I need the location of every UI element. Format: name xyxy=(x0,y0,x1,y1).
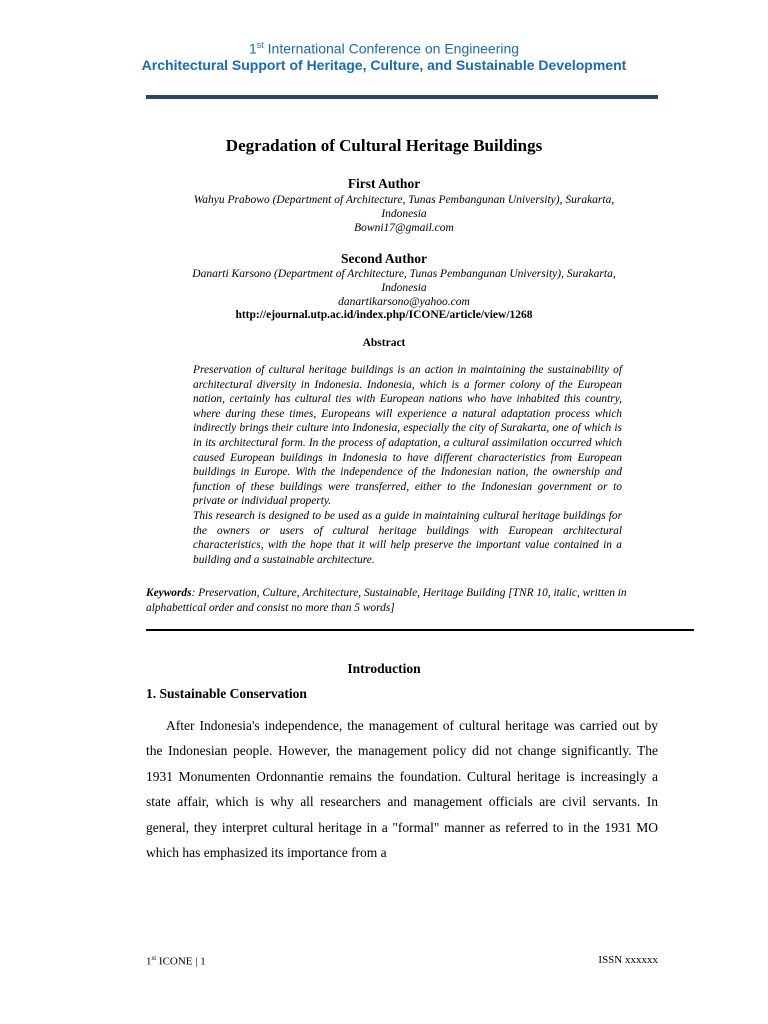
body-text xyxy=(146,713,658,865)
second-author-affiliation-line1: Danarti Karsono (Department of Architecture, Tunas Pembangunan University), Surakarta, xyxy=(192,268,616,280)
keywords-label: Keywords xyxy=(146,587,192,599)
abstract-heading: Abstract xyxy=(362,337,406,349)
abstract-body xyxy=(193,363,622,567)
first-author-affiliation-line2: Indonesia xyxy=(381,208,427,220)
second-author-email: danartikarsono@yahoo.com xyxy=(338,296,470,308)
second-author-affiliation-line2: Indonesia xyxy=(381,282,427,294)
introduction-heading: Introduction xyxy=(347,661,421,676)
footer-ordinal-number: 1 xyxy=(146,955,152,968)
second-author-affiliation xyxy=(150,267,658,309)
conference-ordinal-number: 1 xyxy=(248,40,257,57)
keywords xyxy=(146,586,662,616)
footer-issn: ISSN xxxxxx xyxy=(598,954,658,966)
first-author-affiliation xyxy=(150,193,658,235)
header-divider xyxy=(146,95,658,99)
abstract-paragraph-1: Preservation of cultural heritage buildings is an action in maintaining the sustainability of architectural diversity in Indonesia. Indonesia, which is a former colony of the European nation, certainly has cultural ties with European nations who have inhabited this country, where during these times, Europeans will experience a natural adaptation process which indirectly brings their culture into Indonesia, especially the city of Surakarta, one of which is in its architectural form. In the process of adaptation, a cultural assimilation occurred which caused European buildings in Indonesia to have different characteristics from European buildings in Europe. With the independence of the Indonesian nation, the ownership and function of these buildings were transferred, either to the Indonesian government or to private or individual property. xyxy=(193,364,622,508)
subsection-heading: 1. Sustainable Conservation xyxy=(146,686,307,701)
first-author-affiliation-line1: Wahyu Prabowo (Department of Architecture, Tunas Pembangunan University), Surakarta, xyxy=(193,194,615,206)
abstract-paragraph-2: This research is designed to be used as a guide in maintaining cultural heritage buildings for the owners or users of cultural heritage buildings with European architectural characteristics, with the hope that it will help preserve the important value contained in a building and a sustainable architecture. xyxy=(193,509,622,566)
conference-name-text: International Conference on Engineering xyxy=(263,40,520,57)
second-author-role: Second Author xyxy=(341,251,427,266)
article-url[interactable]: http://ejournal.utp.ac.id/index.php/ICONE/article/view/1268 xyxy=(235,309,533,321)
conference-theme: Architectural Support of Heritage, Culture, and Sustainable Development xyxy=(141,57,627,73)
footer-ordinal-suffix: st xyxy=(151,954,157,962)
first-author-role: First Author xyxy=(347,176,421,191)
footer-page-label: ICONE | 1 xyxy=(156,955,206,968)
first-author-email: Bowni17@gmail.com xyxy=(354,222,454,234)
conference-ordinal-suffix: st xyxy=(256,40,264,50)
keywords-text: : Preservation, Culture, Architecture, Sustainable, Heritage Building [TNR 10, italic, written in alphabettical order and consist no more than 5 words] xyxy=(146,587,627,614)
paper-title: Degradation of Cultural Heritage Buildings xyxy=(225,136,543,155)
section-divider xyxy=(146,629,694,631)
footer-left xyxy=(146,954,206,968)
introduction-paragraph: After Indonesia's independence, the management of cultural heritage was carried out by the Indonesian people. However, the management policy did not change significantly. The 1931 Monumenten Ordonnantie remains the foundation. Cultural heritage is increasingly a state affair, which is why all researchers and management officials are civil servants. In general, they interpret cultural heritage in a "formal" manner as referred to in the 1931 MO which has emphasized its importance from a xyxy=(146,718,658,861)
conference-name xyxy=(0,40,768,57)
